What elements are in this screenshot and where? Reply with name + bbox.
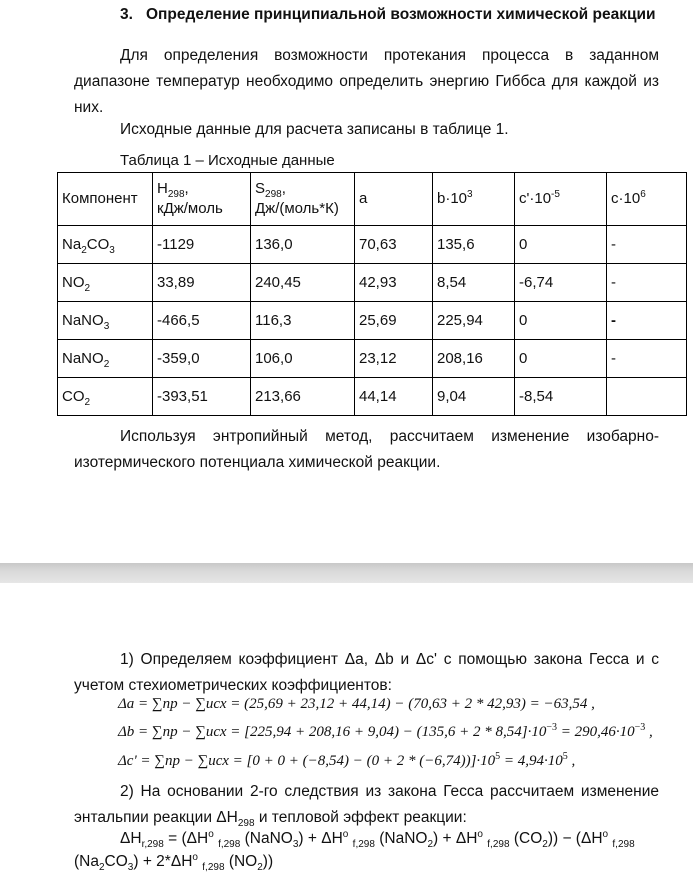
section-heading bbox=[120, 6, 656, 24]
header-c-prime: $c'\cdot 10^{-5}$ bbox=[515, 173, 607, 226]
cell-component: $Na_2CO_3$ bbox=[58, 226, 153, 264]
header-enthalpy: $H_{298}$, кДж/моль bbox=[153, 173, 251, 226]
cell-h: -359,0 bbox=[153, 340, 251, 378]
cell-c-prime: 0 bbox=[515, 226, 607, 264]
cell-b: 225,94 bbox=[433, 302, 515, 340]
section-title: Определение принципиальной возможности химической реакции bbox=[146, 6, 656, 23]
cell-s: 240,45 bbox=[251, 264, 355, 302]
source-data-table bbox=[57, 172, 687, 416]
cell-h: 33,89 bbox=[153, 264, 251, 302]
cell-b: 9,04 bbox=[433, 378, 515, 416]
cell-component: NaNO$_2$ bbox=[58, 340, 153, 378]
cell-c: - bbox=[607, 264, 687, 302]
document-page-2 bbox=[0, 583, 693, 878]
formula-delta-c-prime: $\Delta c' = \sum пр - \sum исх = [0 + 0 + (-8,54) - (0 + 2 * (-6,74))]\cdot 10^5 = 4,94\cdot 10^5$ , bbox=[118, 751, 576, 769]
table-row bbox=[58, 226, 687, 264]
cell-a: 25,69 bbox=[355, 302, 433, 340]
table-caption: Таблица 1 – Исходные данные bbox=[120, 152, 335, 169]
cell-h: -466,5 bbox=[153, 302, 251, 340]
cell-h: -393,51 bbox=[153, 378, 251, 416]
header-c: $c\cdot 10^6$ bbox=[607, 173, 687, 226]
table-header-row bbox=[58, 173, 687, 226]
section-number: 3. bbox=[120, 6, 133, 23]
cell-c-prime: -6,74 bbox=[515, 264, 607, 302]
table-row bbox=[58, 302, 687, 340]
cell-s: 213,66 bbox=[251, 378, 355, 416]
method-paragraph: Используя энтропийный метод, рассчитаем изменение изобарно-изотермического потенциала химической реакции. bbox=[74, 428, 659, 471]
cell-component: $CO_2$ bbox=[58, 378, 153, 416]
enthalpy-equation-line-1: $\Delta H_{r,298} = (\Delta H^o$ $_{f,298}$ (NaNO$_3$) + $\Delta H^o$ $_{f,298}$ (NaNO$_2$) + $\Delta H^o$ $_{f,298}$ $(CO_2)) - (\Delta H^o$ $_{f,298}$ bbox=[120, 828, 635, 851]
table-row bbox=[58, 264, 687, 302]
cell-b: 8,54 bbox=[433, 264, 515, 302]
cell-c-prime: 0 bbox=[515, 302, 607, 340]
intro-paragraph-1: Для определения возможности протекания процесса в заданном диапазоне температур необходимо определить энергию Гиббса для каждой из них. bbox=[74, 47, 659, 116]
cell-component: $NO_2$ bbox=[58, 264, 153, 302]
cell-s: 136,0 bbox=[251, 226, 355, 264]
cell-c-prime: 0 bbox=[515, 340, 607, 378]
header-b: $b\cdot 10^3$ bbox=[433, 173, 515, 226]
cell-c: - bbox=[607, 340, 687, 378]
table-row bbox=[58, 378, 687, 416]
cell-h: -1129 bbox=[153, 226, 251, 264]
cell-component: NaNO$_3$ bbox=[58, 302, 153, 340]
cell-c: - bbox=[607, 226, 687, 264]
step-1-paragraph: 1) Определяем коэффициент Δa, Δb и Δc' с помощью закона Гесса и с учетом стехиометрических коэффициентов: bbox=[74, 651, 659, 694]
header-entropy: $S_{298}$, Дж/(моль*К) bbox=[251, 173, 355, 226]
header-component: Компонент bbox=[58, 173, 153, 226]
cell-s: 106,0 bbox=[251, 340, 355, 378]
intro-paragraph-2: Исходные данные для расчета записаны в таблице 1. bbox=[120, 121, 509, 138]
enthalpy-equation-line-2: $(Na_2CO_3) + 2*\Delta H^o$ $_{f,298}$ $(NO_2)$) bbox=[74, 851, 274, 874]
formula-delta-a: Δa = ∑пр − ∑исх = (25,69 + 23,12 + 44,14) − (70,63 + 2 * 42,93) = −63,54 , bbox=[118, 696, 595, 712]
step-2-paragraph: 2) На основании 2-го следствия из закона Гесса рассчитаем изменение энтальпии реакции $\Delta H_{298}$ и тепловой эффект реакции: bbox=[74, 783, 659, 830]
cell-c-prime: -8,54 bbox=[515, 378, 607, 416]
cell-c: - bbox=[607, 302, 687, 340]
cell-a: 42,93 bbox=[355, 264, 433, 302]
cell-c bbox=[607, 378, 687, 416]
header-a: a bbox=[355, 173, 433, 226]
formula-delta-b: $\Delta b = \sum пр - \sum исх = [225,94 + 208,16 + 9,04) - (135,6 + 2 * 8,54]\cdot 10^{-3} = 290,46\cdot 10^{-3}$ , bbox=[118, 722, 653, 740]
cell-a: 70,63 bbox=[355, 226, 433, 264]
cell-b: 135,6 bbox=[433, 226, 515, 264]
cell-a: 23,12 bbox=[355, 340, 433, 378]
cell-s: 116,3 bbox=[251, 302, 355, 340]
cell-a: 44,14 bbox=[355, 378, 433, 416]
cell-b: 208,16 bbox=[433, 340, 515, 378]
table-row bbox=[58, 340, 687, 378]
page-separator bbox=[0, 563, 693, 583]
